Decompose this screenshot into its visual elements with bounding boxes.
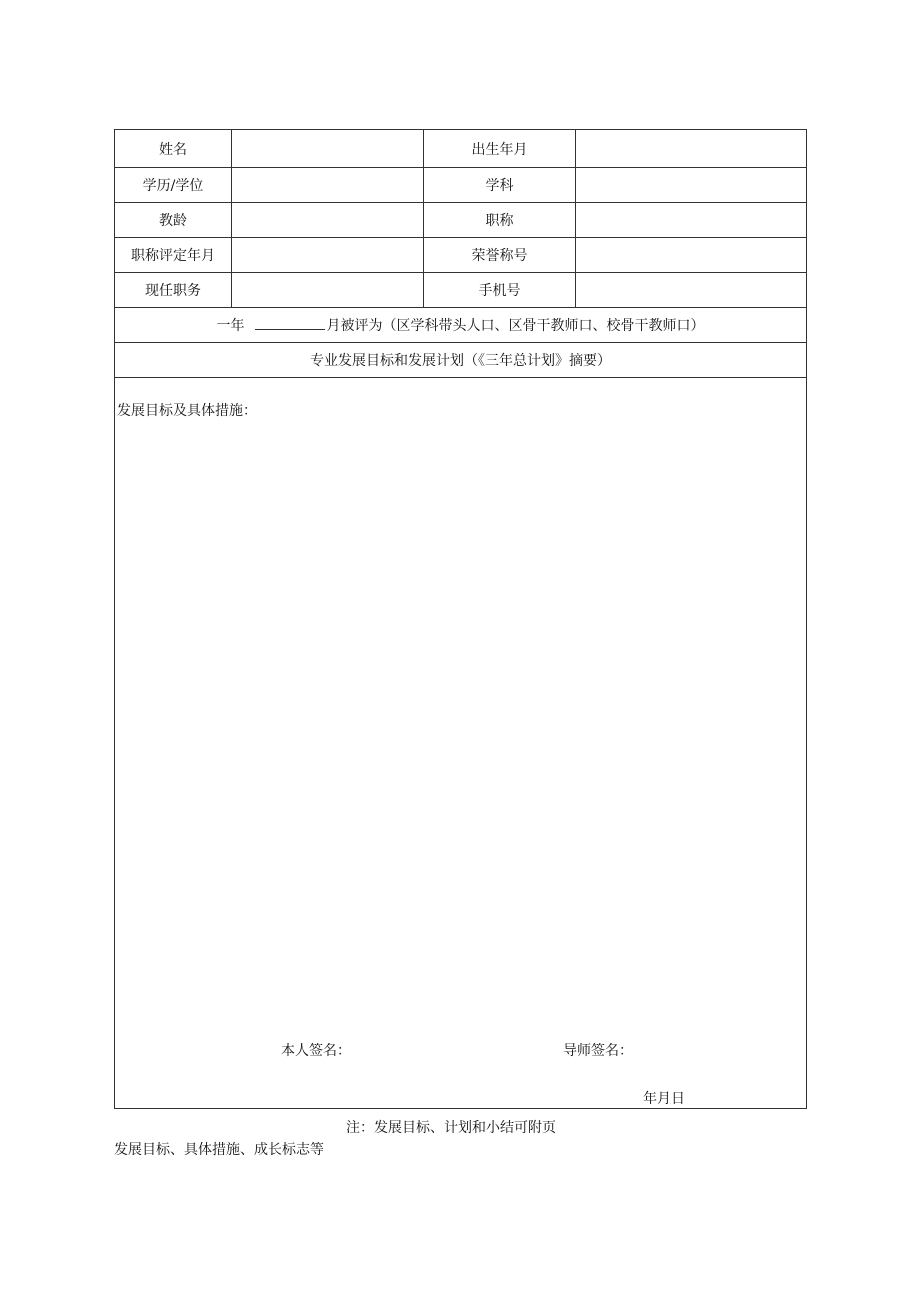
label-position: 现任职务 xyxy=(115,273,232,308)
plan-header: 专业发展目标和发展计划（《三年总计划》摘要） xyxy=(115,343,807,378)
award-month-blank[interactable] xyxy=(255,315,325,330)
goal-label: 发展目标及具体措施： xyxy=(117,403,257,419)
teacher-development-form xyxy=(114,129,807,1109)
form-row-title-date xyxy=(115,238,807,273)
label-phone: 手机号 xyxy=(424,273,576,308)
label-subject: 学科 xyxy=(424,168,576,203)
label-title: 职称 xyxy=(424,203,576,238)
label-title-date: 职称评定年月 xyxy=(115,238,232,273)
label-name: 姓名 xyxy=(115,130,232,168)
award-year-suffix: 一年 xyxy=(216,318,245,334)
award-text: 月被评为（区学科带头人口、区骨干教师口、校骨干教师口） xyxy=(326,318,705,334)
date-label: 年月日 xyxy=(643,1091,685,1107)
position-field[interactable] xyxy=(232,273,424,308)
form-row-teaching-years xyxy=(115,203,807,238)
form-row-plan-header xyxy=(115,343,807,378)
award-cell xyxy=(115,308,807,343)
mentor-signature-label: 导师签名： xyxy=(563,1043,633,1059)
title-field[interactable] xyxy=(576,203,807,238)
award-line xyxy=(217,315,705,335)
honor-field[interactable] xyxy=(576,238,807,273)
footer-note: 发展目标、具体措施、成长标志等 xyxy=(114,1142,324,1158)
label-birth-date: 出生年月 xyxy=(424,130,576,168)
form-row-education xyxy=(115,168,807,203)
attachment-note: 注：发展目标、计划和小结可附页 xyxy=(346,1120,556,1136)
form-row-position xyxy=(115,273,807,308)
form-row-award xyxy=(115,308,807,343)
phone-field[interactable] xyxy=(576,273,807,308)
subject-field[interactable] xyxy=(576,168,807,203)
form-row-plan-body xyxy=(115,378,807,1109)
teaching-years-field[interactable] xyxy=(232,203,424,238)
education-field[interactable] xyxy=(232,168,424,203)
name-field[interactable] xyxy=(232,130,424,168)
label-education: 学历/学位 xyxy=(115,168,232,203)
label-honor: 荣誉称号 xyxy=(424,238,576,273)
label-teaching-years: 教龄 xyxy=(115,203,232,238)
plan-body-cell[interactable] xyxy=(115,378,807,1109)
birth-date-field[interactable] xyxy=(576,130,807,168)
title-date-field[interactable] xyxy=(232,238,424,273)
form-row-name xyxy=(115,130,807,168)
self-signature-label: 本人签名： xyxy=(281,1043,351,1059)
